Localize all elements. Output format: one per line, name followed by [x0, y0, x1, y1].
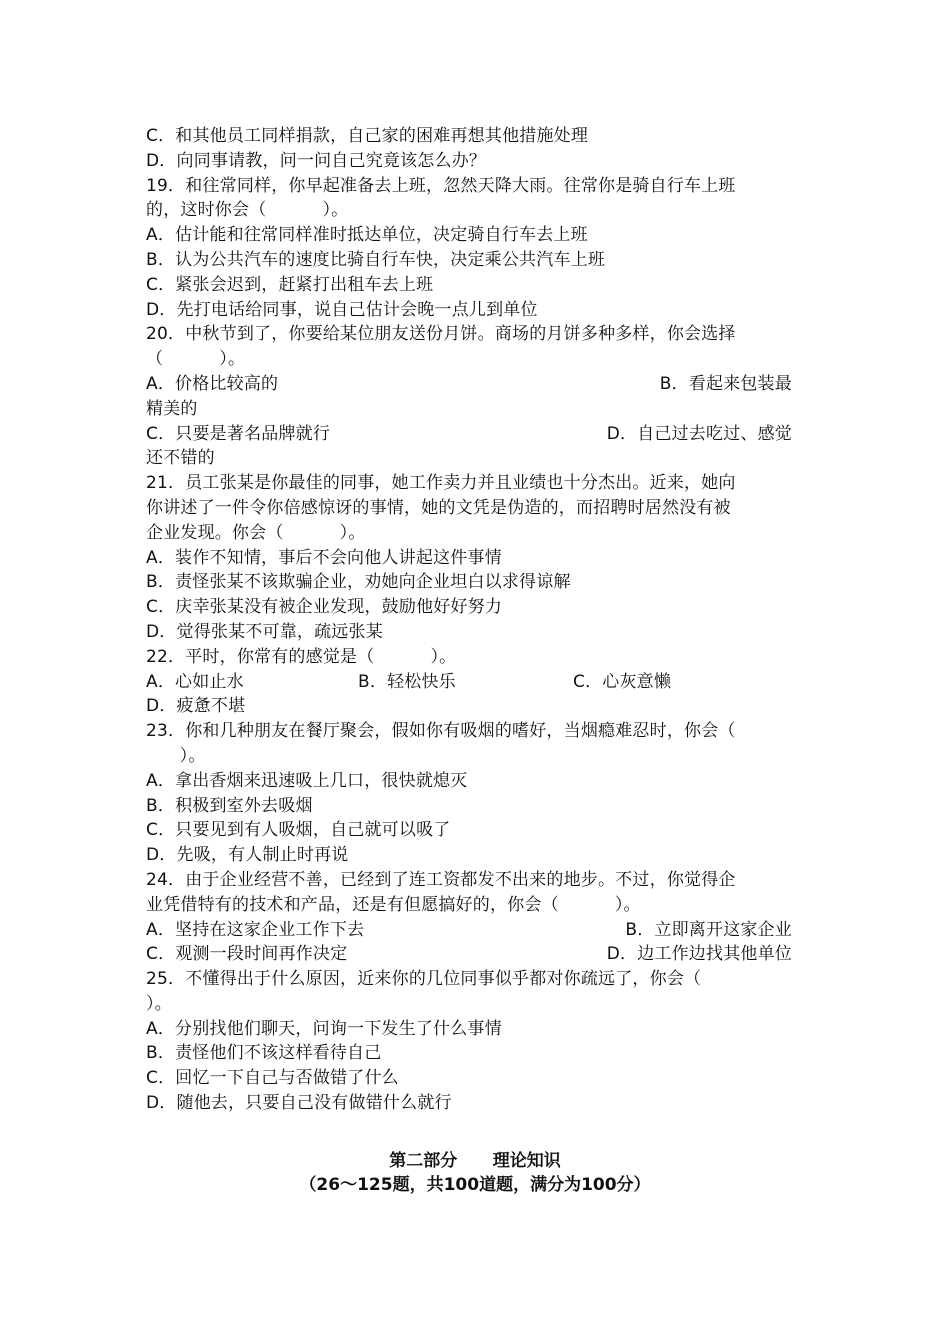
text-line: C．紧张会迟到，赶紧打出租车去上班: [146, 274, 434, 295]
option-text: C．心灰意懒: [573, 671, 672, 692]
text-line: 25．不懂得出于什么原因，近来你的几位同事似乎都对你疏远了，你会（: [146, 969, 702, 990]
text-line: B．认为公共汽车的速度比骑自行车快，决定乘公共汽车上班: [146, 249, 606, 270]
text-line: B．积极到室外去吸烟: [146, 795, 313, 816]
text-line: A．分别找他们聊天，问询一下发生了什么事情: [146, 1018, 502, 1039]
option-text: C．观测一段时间再作决定: [146, 944, 348, 965]
text-line: D．觉得张某不可靠，疏远张某: [146, 621, 383, 642]
text-line: C．和其他员工同样捐款，自己家的困难再想其他措施处理: [146, 126, 589, 146]
text-line: A．装作不知情，事后不会向他人讲起这件事情: [146, 547, 502, 568]
text-line: 精美的: [146, 398, 198, 419]
text-line: C．庆幸张某没有被企业发现，鼓励他好好努力: [146, 597, 503, 618]
text-line: D．疲惫不堪: [146, 696, 246, 717]
text-line: 20．中秋节到了，你要给某位朋友送份月饼。商场的月饼多种多样，你会选择: [146, 324, 736, 345]
text-line: 24．由于企业经营不善，已经到了连工资都发不出来的地步。不过，你觉得企: [146, 869, 736, 890]
option-row: [146, 670, 806, 695]
text-line: ）。: [146, 993, 172, 1014]
text-line: 22．平时，你常有的感觉是（ ）。: [146, 646, 457, 667]
text-line: ）。: [146, 745, 206, 766]
question-list: [146, 124, 806, 1116]
text-line: 还不错的: [146, 448, 215, 469]
text-line: D．向同事请教，问一问自己究竟该怎么办？: [146, 150, 487, 171]
text-line: A．拿出香烟来迅速吸上几口，很快就熄灭: [146, 770, 468, 791]
option-text: A．坚持在这家企业工作下去: [146, 919, 365, 940]
option-row: [146, 942, 806, 967]
option-text: D．自己过去吃过、感觉: [606, 423, 792, 444]
text-line: （ ）。: [146, 349, 246, 370]
option-row: [146, 422, 806, 447]
option-text: B．立即离开这家企业: [625, 919, 792, 940]
option-text: B．轻松快乐: [358, 671, 456, 692]
text-line: D．随他去，只要自己没有做错什么就行: [146, 1093, 452, 1114]
option-text: C．只要是著名品牌就行: [146, 423, 331, 444]
option-row: [146, 372, 806, 397]
text-line: 21．员工张某是你最佳的同事，她工作卖力并且业绩也十分杰出。近来，她向: [146, 473, 736, 494]
text-line: 你讲述了一件令你倍感惊讶的事情，她的文凭是伪造的，而招聘时居然没有被: [146, 497, 731, 518]
option-text: D．边工作边找其他单位: [606, 944, 792, 965]
option-text: A．价格比较高的: [146, 373, 279, 394]
text-line: B．责怪他们不该这样看待自己: [146, 1043, 382, 1064]
text-line: 23．你和几种朋友在餐厅聚会，假如你有吸烟的嗜好，当烟瘾难忍时，你会（: [146, 721, 736, 742]
option-row: [146, 918, 806, 943]
text-line: C．只要见到有人吸烟，自己就可以吸了: [146, 820, 451, 841]
text-line: 企业发现。你会（ ）。: [146, 522, 366, 543]
text-line: D．先打电话给同事，说自己估计会晚一点儿到单位: [146, 299, 538, 320]
option-text: A．心如止水: [146, 671, 244, 692]
text-line: A．估计能和往常同样准时抵达单位，决定骑自行车去上班: [146, 225, 588, 246]
text-line: B．责怪张某不该欺骗企业，劝她向企业坦白以求得谅解: [146, 572, 571, 593]
section-title: 第二部分 理论知识: [389, 1151, 561, 1171]
text-line: 19．和往常同样，你早起准备去上班，忽然天降大雨。往常你是骑自行车上班: [146, 175, 736, 196]
text-line: 业凭借特有的技术和产品，还是有但愿搞好的，你会（ ）。: [146, 894, 641, 915]
text-line: D．先吸，有人制止时再说: [146, 845, 349, 866]
section-subtitle: （26～125题，共100道题，满分为100分）: [299, 1175, 651, 1195]
text-line: 的，这时你会（ ）。: [146, 200, 349, 221]
text-line: C．回忆一下自己与否做错了什么: [146, 1068, 399, 1089]
option-text: B．看起来包装最: [659, 373, 792, 394]
